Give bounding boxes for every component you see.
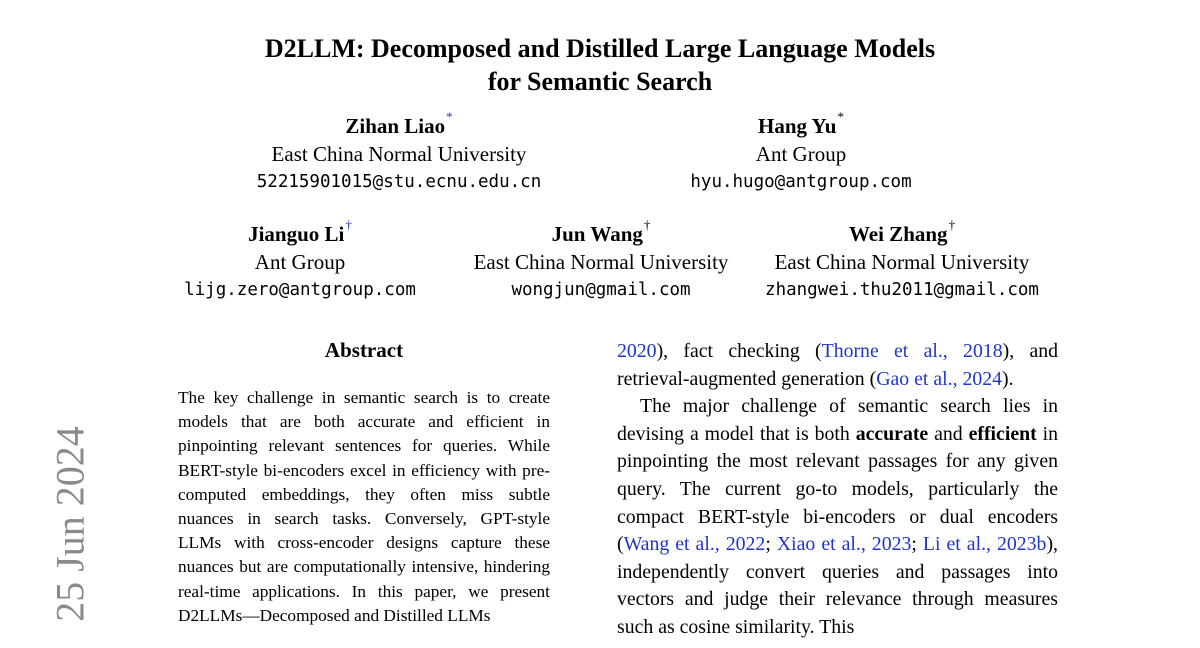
citation-link[interactable]: Li et al., 2023b — [922, 533, 1047, 556]
arxiv-side-date: 25 Jun 2024 — [47, 426, 93, 622]
author-block-wei-zhang — [765, 217, 1039, 304]
corresponding-author-mark[interactable]: † — [345, 217, 352, 232]
intro-paragraph-2 — [617, 393, 1058, 641]
author-block-zihan-liao — [256, 109, 542, 196]
author-block-jun-wang — [473, 217, 729, 304]
corresponding-author-mark: † — [643, 217, 651, 232]
author-email: lijg.zero@antgroup.com — [184, 280, 416, 300]
emphasis-efficient: efficient — [968, 422, 1037, 445]
author-affiliation: Ant Group — [755, 142, 847, 166]
abstract-heading: Abstract — [324, 338, 404, 362]
author-email: zhangwei.thu2011@gmail.com — [765, 280, 1039, 300]
citation-link[interactable]: Gao et al., 2024 — [876, 367, 1003, 390]
citation-link[interactable]: Thorne et al., 2018 — [821, 340, 1003, 362]
equal-contribution-mark: * — [837, 109, 844, 124]
intro-text: in pinpointing the most relevant passages for any given query. The current go-to models, particularly the compact BERT-style bi-encoders or dual encoders ( — [617, 422, 1058, 556]
author-name: Jianguo Li — [248, 222, 345, 246]
paper-title-line-2: for Semantic Search — [487, 67, 713, 96]
author-email: 52215901015@stu.ecnu.edu.cn — [256, 172, 542, 192]
citation-link[interactable]: Xiao et al., 2023 — [776, 533, 912, 556]
author-name: Zihan Liao — [345, 114, 446, 138]
abstract-text: The key challenge in semantic search is to create models that are both accurate and efficient in pinpointing relevant sentences for queries. While BERT-style bi-encoders excel in efficiency with pre-computed embeddings, they often miss subtle nuances in search tasks. Conversely, GPT-style LLMs with cross-encoder designs capture these nuances but are computationally intensive, hindering real-time applications. In this paper, we present D2LLMs—Decomposed and Distilled LLMs — [178, 388, 550, 625]
equal-contribution-mark[interactable]: * — [446, 109, 453, 124]
paper-title-line-1: D2LLM: Decomposed and Distilled Large Language Models — [264, 34, 936, 63]
intro-text: and — [928, 422, 969, 445]
intro-text: ), and retrieval-augmented generation ( — [617, 340, 1059, 390]
corresponding-author-mark: † — [948, 217, 956, 232]
intro-text: The major challenge of semantic search lies in devising a model that is both — [617, 395, 1058, 445]
author-name: Hang Yu — [758, 114, 837, 138]
author-email: hyu.hugo@antgroup.com — [690, 172, 912, 192]
introduction-column — [617, 338, 1058, 642]
intro-text: ; — [911, 533, 923, 556]
author-affiliation: East China Normal University — [271, 142, 527, 166]
intro-text: ), independently convert queries and passages into vectors and judge their relevance through measures such as cosine similarity. This — [617, 533, 1058, 638]
intro-text: ). — [1002, 367, 1014, 390]
author-block-hang-yu — [690, 109, 912, 196]
author-name: Wei Zhang — [848, 222, 948, 246]
author-affiliation: East China Normal University — [473, 250, 729, 274]
citation-link[interactable]: Wang et al., 2022 — [623, 533, 766, 556]
emphasis-accurate: accurate — [855, 422, 929, 445]
author-affiliation: Ant Group — [254, 250, 346, 274]
citation-link[interactable]: 2020 — [617, 340, 657, 362]
intro-text: ; — [765, 533, 777, 556]
author-block-jianguo-li — [184, 217, 416, 304]
intro-text: ), fact checking ( — [656, 340, 822, 362]
author-email: wongjun@gmail.com — [511, 280, 691, 300]
author-affiliation: East China Normal University — [774, 250, 1030, 274]
author-name: Jun Wang — [551, 222, 643, 246]
paper-title — [0, 32, 1200, 98]
intro-paragraph-1 — [617, 338, 1058, 393]
